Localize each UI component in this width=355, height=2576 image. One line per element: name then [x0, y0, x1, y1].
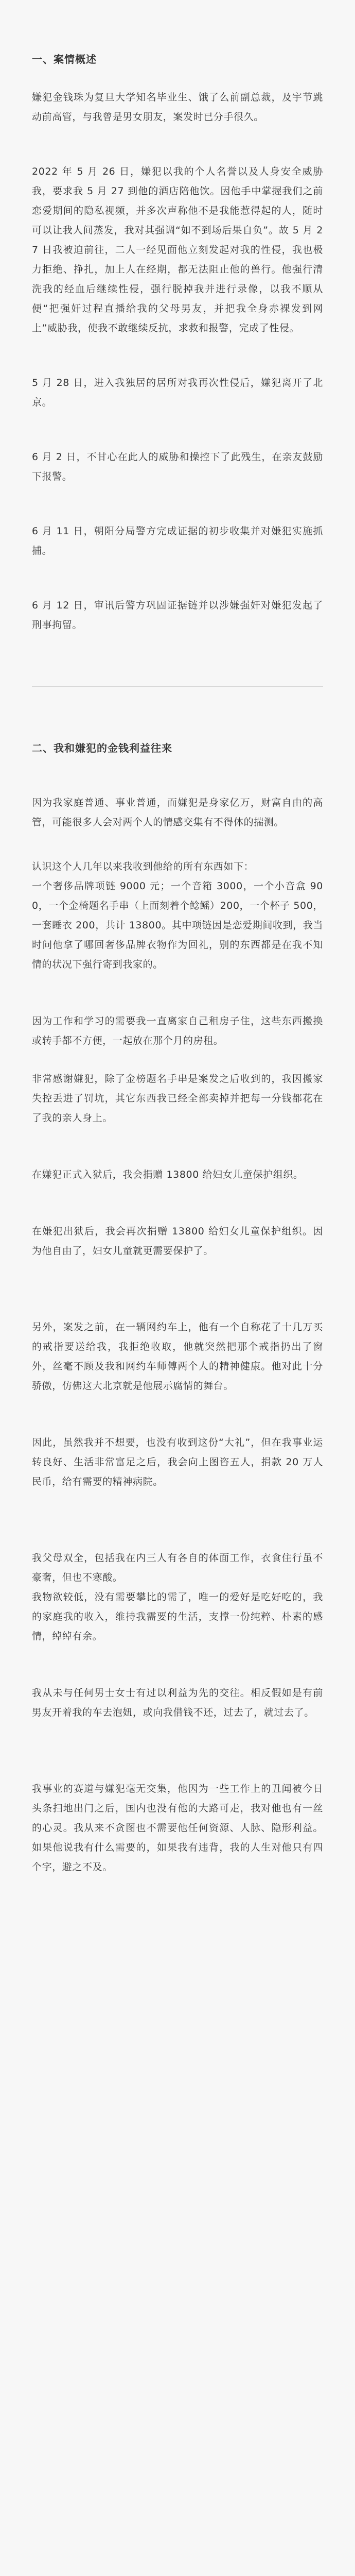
- paragraph: 我父母双全，包括我在内三人有各自的体面工作，衣食住行虽不豪奢，但也不寒酸。 我物欲较低，没有需要攀比的需了，唯一的爱好是吃好吃的，我的家庭我的收入，维持我需要的生活，支撑一份纯粹、朴素的感情，绰绰有余。: [32, 1552, 323, 1642]
- paragraph: 我从未与任何男士女士有过以利益为先的交往。相反假如是有前男友开着我的车去泡妞，或向我借钱不还，过去了，就过去了。: [32, 1687, 323, 1718]
- section-money-relations: [32, 738, 323, 1877]
- paragraph: 因此，虽然我并不想要，也没有收到这份“大礼”，但在我事业运转良好、生活非常富足之后，我会向上图咨五人，捐款 20 万人民币，给有需要的精神病院。: [32, 1437, 323, 1487]
- section-heading: 二、我和嫌犯的金钱利益往来: [32, 742, 172, 754]
- paragraph: 另外，案发之前，在一辆网约车上，他有一个自称花了十几万买的戒指要送给我，我拒绝收取，他就突然把那个戒指扔出了窗外，丝毫不顾及我和网约车师傅两个人的精神健康。他对此十分骄傲，仿佛这大北京就是他展示腐情的舞台。: [32, 1321, 323, 1392]
- paragraph: 我事业的赛道与嫌犯毫无交集，他因为一些工作上的丑闻被今日头条扫地出门之后，国内也没有他的大路可走，我对他也有一丝的心灵。我从来不贪图也不需要他任何资源、人脉、隐形利益。如果他说我有什么需要的，如果我有违背，我的人生对他只有四个字，避之不及。: [32, 1783, 323, 1873]
- paragraph: 6 月 11 日，朝阳分局警方完成证据的初步收集并对嫌犯实施抓捕。: [32, 526, 323, 556]
- paragraph: 因为我家庭普通、事业普通，而嫌犯是身家亿万，财富自由的高管，可能很多人会对两个人的情感交集有不得体的揣测。: [32, 797, 323, 828]
- paragraph: 因为工作和学习的需要我一直离家自己租房子住，这些东西搬换或转手都不方便，一起放在那个月的房租。: [32, 1015, 323, 1046]
- paragraph: 2022 年 5 月 26 日，嫌犯以我的个人名誉以及人身安全威胁我，要求我 5 月 27 到他的酒店陪他饮。因他手中掌握我们之前恋爱期间的隐私视频，并多次声称他不是我能惹得起的人，随时可以让我人间蒸发，我对其强调“如不到场后果自负”。故 5 月 27 日我被迫前往，二人一经见面他立刻发起对我的性侵，我也极力拒绝、挣扎，加上人在经期，都无法阻止他的兽行。他强行清洗我的经血后继续性侵，强行脱掉我并进行录像，以我不顺从便“把强奸过程直播给我的父母男友，并把我全身赤裸发到网上”威胁我，使我不敢继续反抗，求救和报警，完成了性侵。: [32, 166, 323, 334]
- section-case-overview: [32, 49, 323, 635]
- paragraph: 在嫌犯出狱后，我会再次捐赠 13800 给妇女儿童保护组织。因为他自由了，妇女儿童就更需要保护了。: [32, 1226, 323, 1257]
- paragraph: 6 月 2 日，不甘心在此人的威胁和操控下了此残生，在亲友鼓励下报警。: [32, 451, 323, 482]
- paragraph: 非常感谢嫌犯，除了金榜题名手串是案发之后收到的，我因搬家失控丢进了罚坑，其它东西我已经全部卖掉并把每一分钱都花在了我的亲人身上。: [32, 1073, 323, 1124]
- paragraph: 认识这个人几年以来我收到他给的所有东西如下： 一个奢侈品牌项链 9000 元；一个音箱 3000，一个小音盒 900，一个金椅题名手串（上面刻着个鲶鳐）200，一个杯子 500，一套睡衣 200，共计 13800。其中项链因是恋爱期间收到，我当时问他拿了哪回奢侈品牌衣物作为回礼，别的东西都是在我不知情的状况下强行寄到我家的。: [32, 861, 323, 970]
- paragraph: 5 月 28 日，进入我独居的居所对我再次性侵后，嫌犯离开了北京。: [32, 377, 323, 408]
- paragraph: 嫌犯金钱珠为复旦大学知名毕业生、饿了么前副总裁，及宇节跳动前高管，与我曾是男女朋友，案发时已分手很久。: [32, 92, 323, 123]
- paragraph: 6 月 12 日，审讯后警方巩固证据链并以涉嫌强奸对嫌犯发起了刑事拘留。: [32, 600, 323, 631]
- section-heading: 一、案情概述: [32, 53, 97, 65]
- paragraph: 在嫌犯正式入狱后，我会捐赠 13800 给妇女儿童保护组织。: [32, 1169, 304, 1180]
